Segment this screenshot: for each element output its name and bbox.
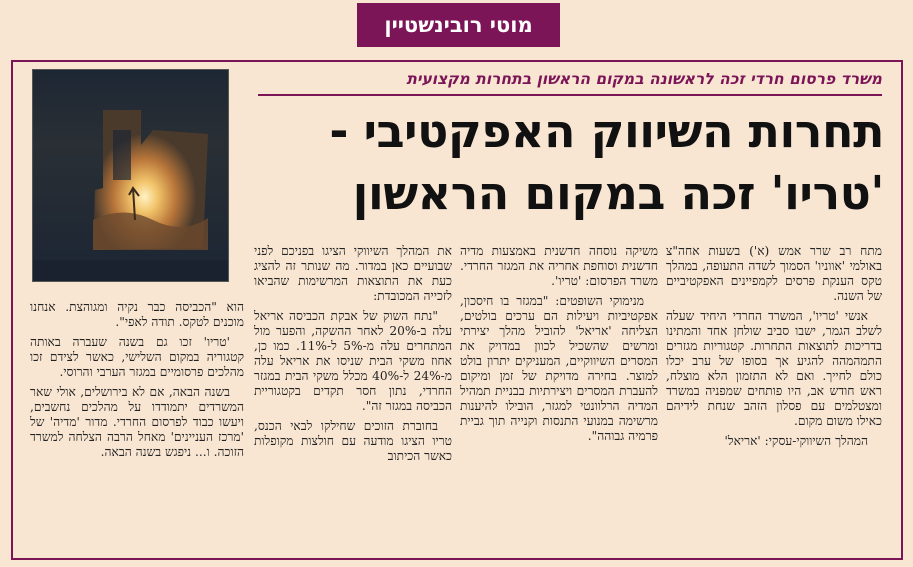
column-3-paragraph-1: את המהלך השיווקי הציגו בפניכם לפני שבועיים כאן במדור. מה שנותר זה להציג כעת את התוצאות המרשימות שהביאו לזכייה המכובדת: [254, 244, 452, 303]
headline [258, 100, 884, 224]
kicker-divider [258, 94, 882, 96]
column-2-paragraph-1: משיקה נוסחה חדשנית באמצעות מדיה חדשנית וסוחפת אחריה את המגזר החרדי. משרד הפרסום: 'טריו'. [460, 244, 658, 288]
column-3-paragraph-3: בחוברת הזוכים שחילקו לבאי הכנס, טריו הציגו מודעה עם חולצות מקופלות כאשר הכיתוב [254, 419, 452, 463]
kicker-subtitle: משרד פרסום חרדי זכה לראשונה במקום הראשון בתחרות מקצועית [406, 70, 882, 88]
article-column-3 [254, 244, 452, 542]
headline-line-2: 'טריו' זכה במקום הראשון [352, 166, 884, 220]
sunset-photo [32, 69, 229, 282]
column-4-paragraph-3: בשנה הבאה, אם לא בירושלים, אולי שאר המשרדים יתמודדו על מהלכים נחשבים, ויעשו כבוד לפרסום החרדי. מדור 'מדיה' של 'מרכז העניינים' מאחל הרבה הצלחה למשרד הזוכה. ו... ניפגש בשנה הבאה. [30, 385, 244, 459]
author-name: מוטי רובינשטיין [357, 3, 560, 47]
column-2-paragraph-2: מנימוקי השופטים: "במגזר בו חיסכון, אפקטיביות ויעילות הם ערכים בולטים, הצליחה 'אריאל' להוביל מהלך יצירתי ומרשים שהשכיל לכוון במדויק את המסרים השיווקיים, המעניקים יתרון בולט למוצר. בחירה מדויקת של זמן ומיקום להעברת המסרים ויצירתיות בבניית תמהיל המדיה הרלוונטי למגזר, הובילו להיענות מרשימה במנועי התנסות וקנייה תוך גביית פרמיה גבוהה". [460, 294, 658, 443]
column-1-paragraph-3: המהלך השיווקי-עסקי: 'אריאל' [724, 434, 868, 448]
headline-line-1: תחרות השיווק האפקטיבי - [329, 104, 884, 158]
sunset-photo-icon [33, 70, 229, 282]
article-column-1 [666, 244, 882, 542]
column-3-paragraph-2: "נתח השוק של אבקת הכביסה אריאל עלה ב-20% לאחר ההשקה, והפער מול המתחרים עלה מ-5% ל-11%. כמו כן, אחוז משקי הבית שניסו את אריאל עלה מ-24% ל-40% מכלל משקי הבית במגזר החרדי, נתון חסר תקדים בקטגוריית הכביסה במגזר זה". [254, 309, 452, 413]
column-4-paragraph-2: 'טריו' זכו גם בשנה שעברה באותה קטגוריה במקום השלישי, כאשר לצידם זכו מהלכים פרסומיים במגזר הערבי והרוסי. [30, 335, 244, 379]
column-1-paragraph-1: מתח רב שרר אמש (א') בשעות אחה"צ באולמי 'אווניו' הסמוך לשדה התעופה, במהלך טקס הענקת פרסים לקמפיינים האפקטיביים של השנה. [666, 244, 882, 303]
column-1-paragraph-2: אנשי 'טריו', המשרד החרדי היחיד שעלה לשלב הגמר, ישבו סביב שולחן אחד והמתינו בדריכות לתוצאות התחרות. קטגוריות מגזרים התמהמהה להגיע אך בסופו של ערב יכלו כולם לחייך. ואם לא התזמון הלא מוצלח, ראש חודש אב, היו פותחים שמפניה במשרד ומצטלמים עם פסלון הזהב שנחת לידיהם כאילו משום מקום. [666, 309, 882, 428]
column-4-paragraph-1: הוא "הכביסה כבר נקיה ומגוהצת. אנחנו מוכנים לטקס. תודה לאפי". [30, 300, 244, 329]
article-column-4 [30, 300, 244, 542]
article-column-2 [460, 244, 658, 542]
